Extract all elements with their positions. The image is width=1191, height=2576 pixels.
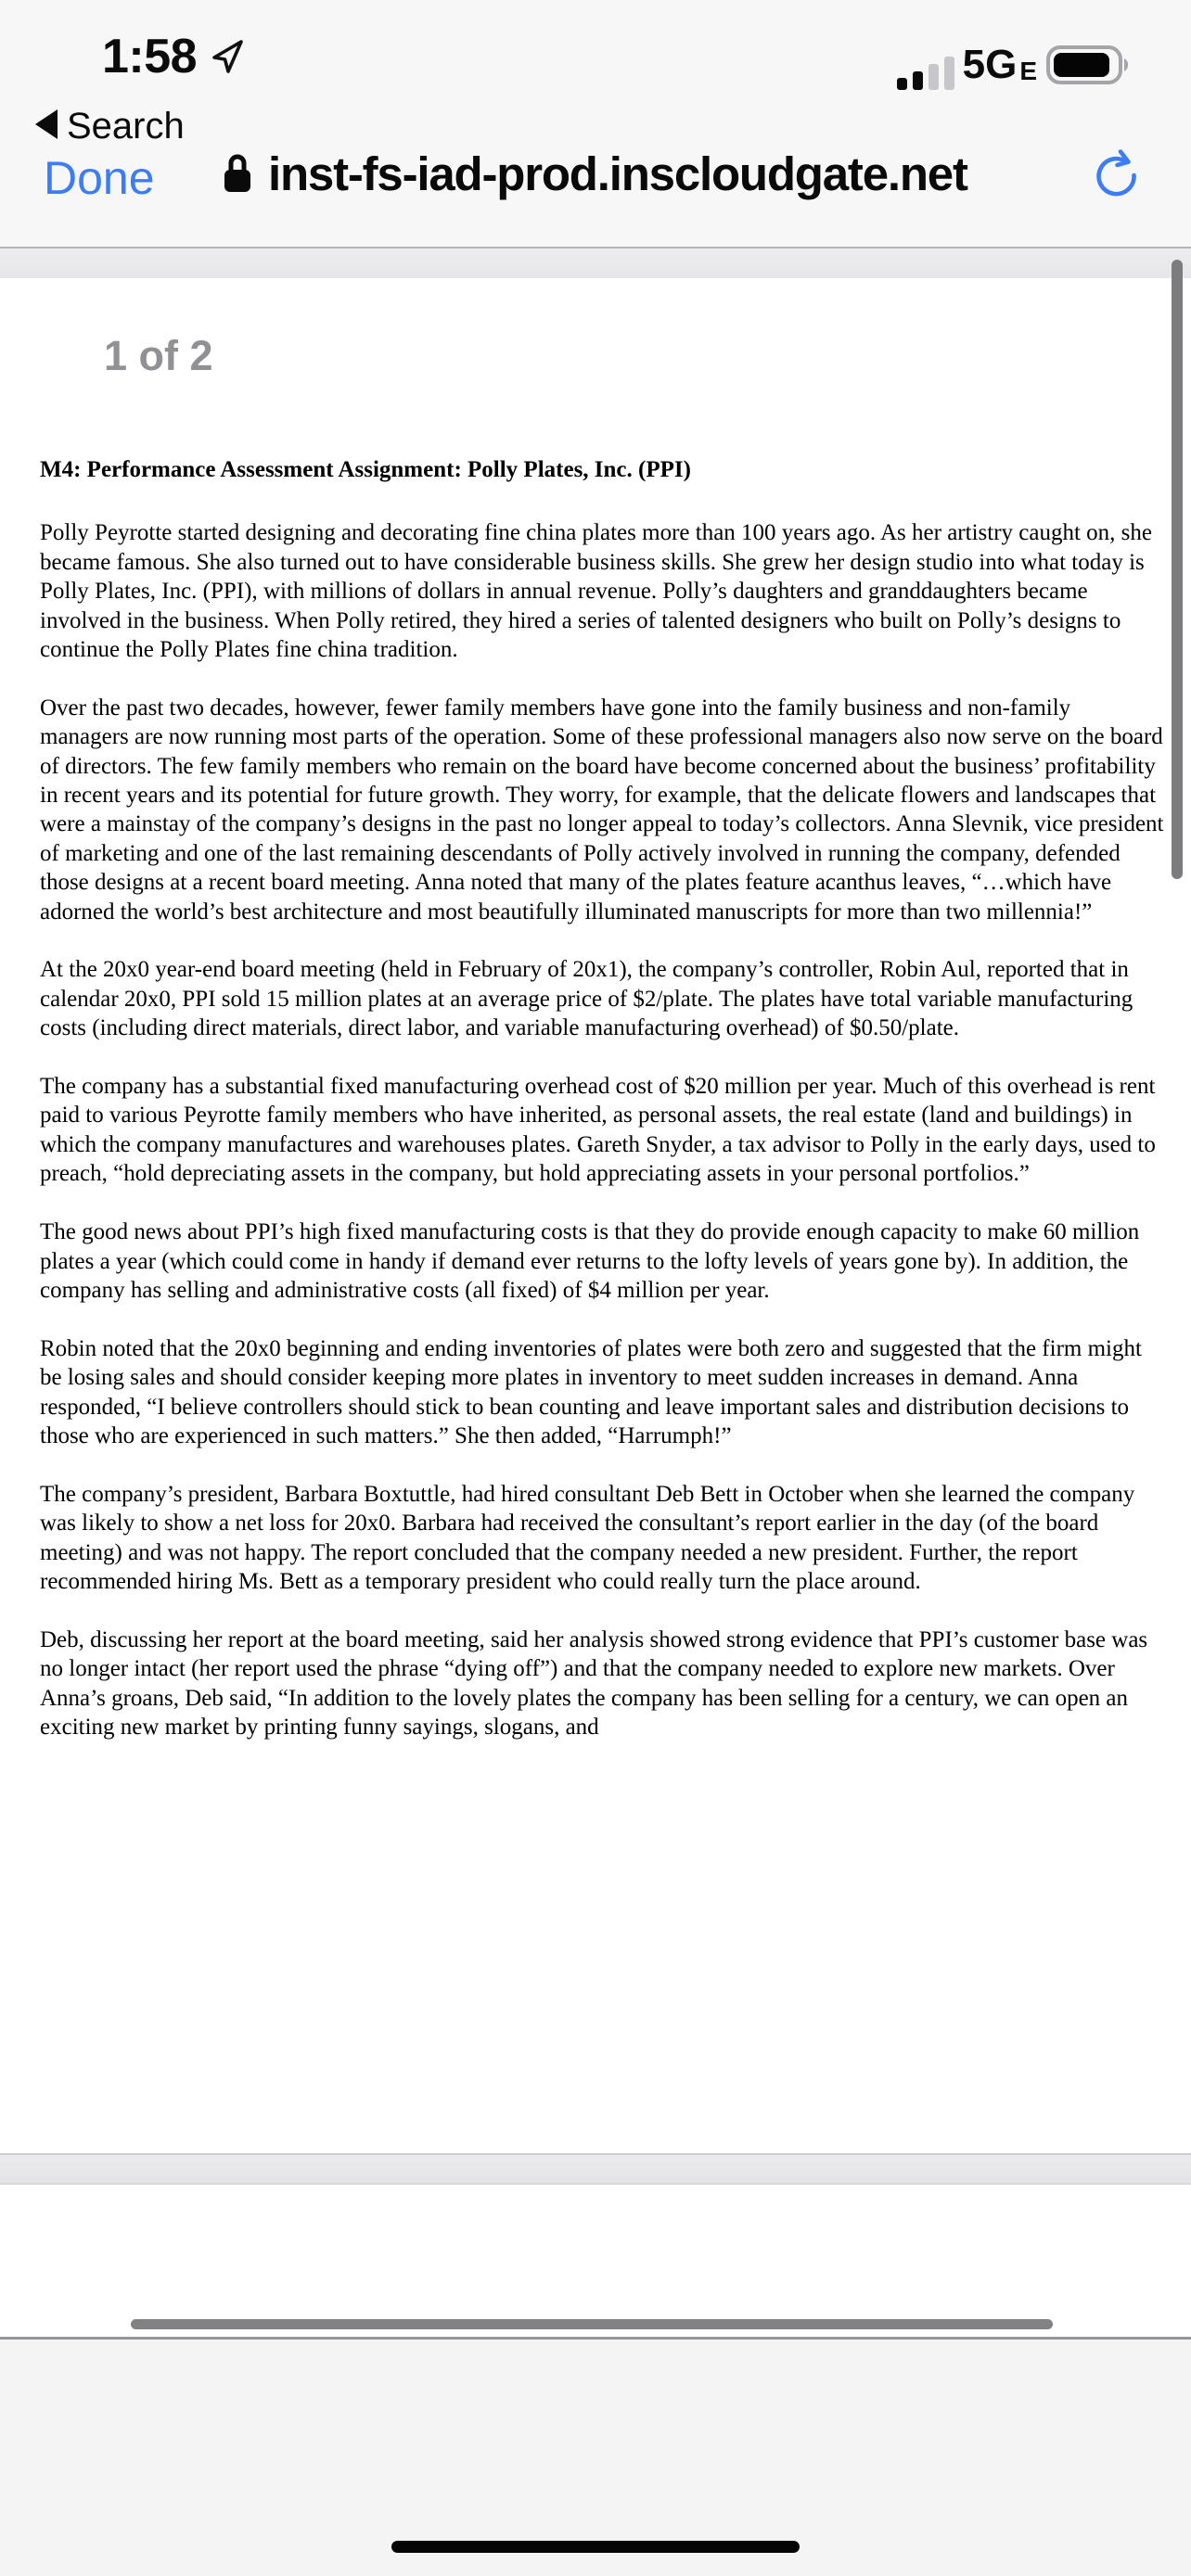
document-body	[40, 455, 1164, 1771]
document-paragraph: The company has a substantial fixed manufacturing overhead cost of $20 million per year. Much of this overhead is rent paid to various Peyrotte family members who have inherited, as personal assets, the real estate (land and buildings) in which the company manufactures and warehouses plates. Gareth Snyder, a tax advisor to Polly in the early days, used to preach, “hold depreciating assets in the company, but hold appreciating assets in your personal portfolios.”	[40, 1074, 1156, 1187]
back-to-search-button[interactable]	[33, 106, 185, 147]
document-paragraph: Polly Peyrotte started designing and decorating fine china plates more than 100 years ago. As her artistry caught on, she became famous. She also turned out to have considerable business skills. She grew her design studio into what today is Polly Plates, Inc. (PPI), with millions of dollars in annual revenue. Polly’s daughters and granddaughters became involved in the business. When Polly retired, they hired a series of talented designers who built on Polly’s designs to continue the Polly Plates fine china tradition.	[40, 520, 1152, 663]
home-indicator[interactable]	[391, 2541, 800, 2553]
document-paragraph: Robin noted that the 20x0 beginning and ending inventories of plates were both zero and suggested that the firm might be losing sales and should consider keeping more plates in inventory to meet sudden increases in demand. Anna responded, “I believe controllers should stick to bean counting and leave important sales and distribution decisions to those who are experienced in such matters.” She then added, “Harrumph!”	[40, 1335, 1142, 1448]
content-top-strip	[0, 249, 1191, 279]
refresh-button[interactable]	[1091, 148, 1141, 205]
document-title: M4: Performance Assessment Assignment: Polly Plates, Inc. (PPI)	[40, 457, 691, 482]
done-button[interactable]: Done	[44, 152, 155, 204]
document-paragraph: The good news about PPI’s high fixed manufacturing costs is that they do provide enough capacity to make 60 million plates a year (which could come in handy if demand ever returns to the lofty levels of years gone by). In addition, the company has selling and administrative costs (all fixed) of $4 million per year.	[40, 1219, 1140, 1303]
document-paragraph: At the 20x0 year-end board meeting (held in February of 20x1), the company’s controller, Robin Aul, reported that in calendar 20x0, PPI sold 15 million plates at an average price of $2/plate. The plates have total variable manufacturing costs (including direct materials, direct labor, and variable manufacturing overhead) of $0.50/plate.	[40, 957, 1133, 1041]
status-time: 1:58	[102, 30, 198, 83]
page-break-gap	[0, 2153, 1191, 2185]
cellular-signal-icon	[896, 54, 955, 96]
document-paragraph: Deb, discussing her report at the board meeting, said her analysis showed strong evidence that PPI’s customer base was no longer intact (her report used the phrase “dying off”) and that the company needed to explore new markets. Over Anna’s groans, Deb said, “In addition to the lovely plates the company has been selling for a century, we can open an exciting new market by printing funny sayings, slogans, and	[40, 1626, 1148, 1740]
network-type-label: 5G	[962, 42, 1018, 87]
vertical-scrollbar[interactable]	[1172, 260, 1183, 879]
horizontal-scrollbar[interactable]	[131, 2319, 1053, 2329]
back-to-app-label: Search	[67, 106, 185, 147]
battery-icon	[1046, 45, 1130, 90]
lock-icon	[224, 151, 251, 198]
network-sub-label: E	[1019, 57, 1037, 85]
document-paragraph: The company’s president, Barbara Boxtuttle, had hired consultant Deb Bett in October when she learned the company was likely to show a net loss for 20x0. Barbara had received the consultant’s report earlier in the day (of the board meeting) and was not happy. The report concluded that the company needed a new president. Further, the report recommended hiring Ms. Bett as a temporary president who could really turn the place around.	[40, 1481, 1135, 1594]
page-indicator: 1 of 2	[104, 332, 213, 379]
back-triangle-icon	[33, 108, 58, 145]
document-paragraph: Over the past two decades, however, fewer family members have gone into the family business and non-family managers are now running most parts of the operation. Some of these professional managers also now serve on the board of directors. The few family members who remain on the board have become concerned about the business’ profitability in recent years and its potential for future growth. They worry, for example, that the delicate flowers and landscapes that were a mainstay of the company’s designs in the past no longer appeal to today’s collectors. Anna Slevnik, vice president of marketing and one of the last remaining descendants of Polly actively involved in running the company, defended those designs at a recent board meeting. Anna noted that many of the plates feature acanthus leaves, “…which have adorned the world’s best architecture and most beautifully illuminated manuscripts for more than two millennia!”	[40, 695, 1164, 925]
location-arrow-icon	[211, 37, 246, 81]
address-bar[interactable]	[224, 148, 967, 200]
status-indicators	[896, 43, 1130, 96]
top-chrome	[0, 0, 1191, 249]
url-text: inst-fs-iad-prod.inscloudgate.net	[268, 147, 967, 200]
